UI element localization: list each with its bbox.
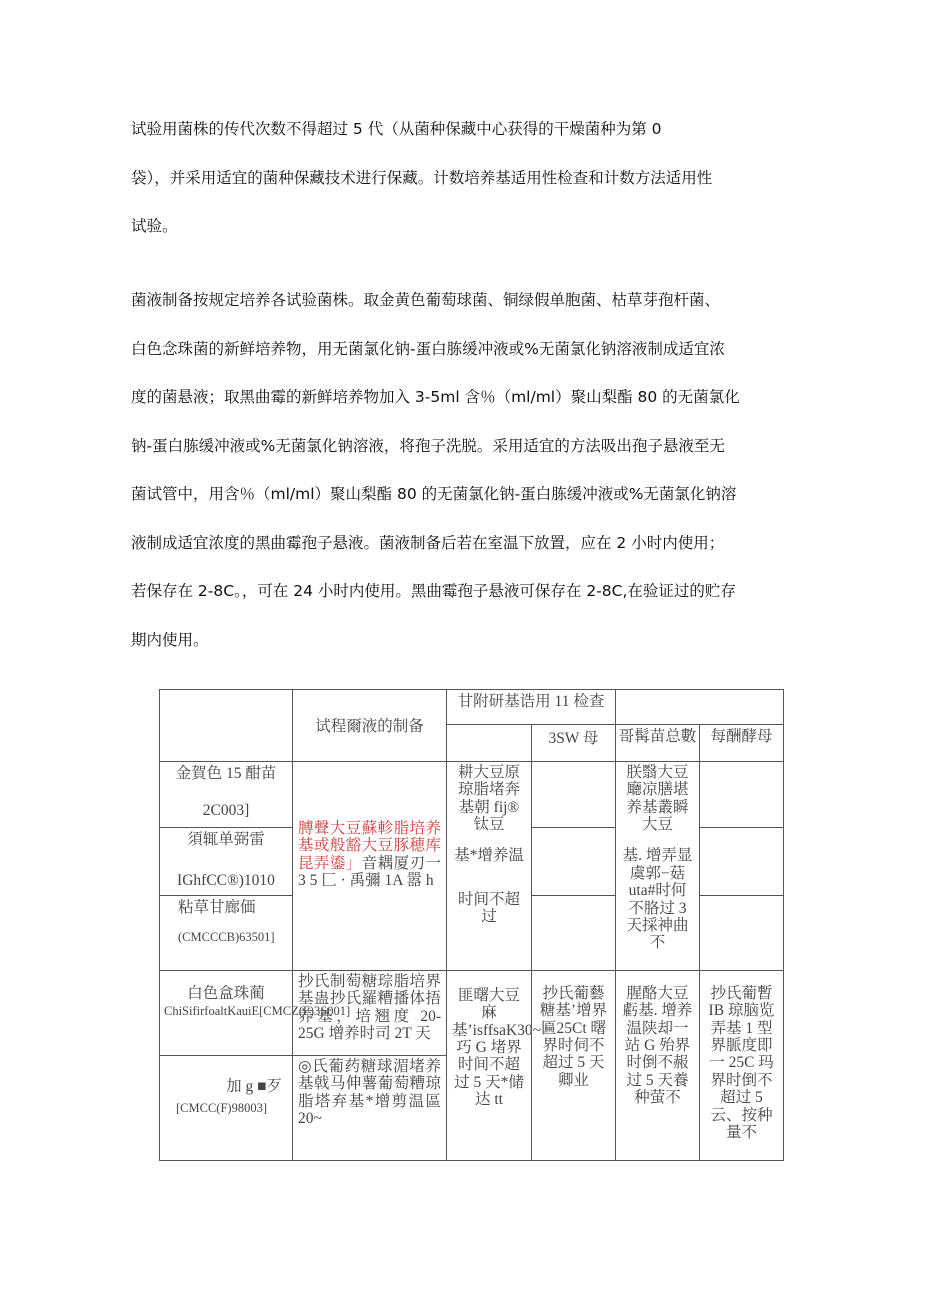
colD-cell-3 [699, 895, 784, 971]
strain-name: 加 g ■歹 [226, 1078, 282, 1095]
text-line: 白色念珠菌的新鲜培养物，用无菌氯化钠-蛋白胨缓冲液或%无菌氯化钠溶液制成适宜浓 [131, 339, 725, 358]
colD-cell-4-5 [699, 970, 784, 1161]
text-line: 液制成适宜浓度的黑曲霉孢子悬液。菌液制备后若在室温下放置，应在 2 小时内使用； [131, 533, 725, 552]
colC-top-text: 朕翳大豆廰凉膳堪养基叢瞬大豆 [626, 764, 689, 834]
prep-header-label: 试程爾液的制备 [315, 718, 424, 735]
subheader-b [531, 724, 616, 762]
colB-cell-1 [531, 761, 616, 828]
strain-cell-2 [159, 827, 293, 896]
text-line: 钠-蛋白胨缓冲液或%无菌氯化钠溶液，将孢子洗脱。采用适宜的方法吸出孢子悬液至无 [131, 436, 725, 455]
colC-cell-4-5 [615, 970, 700, 1161]
table-corner-cell [159, 689, 293, 762]
text-line: 若保存在 2-8C。，可在 24 小时内使用。黑曲霉孢子悬液可保存在 2-8C,在验证过的贮存 [131, 582, 736, 600]
prep-cell-4 [292, 970, 447, 1056]
subheader-c-label: 哥髯苗总數 [618, 728, 697, 745]
subheader-a [446, 724, 532, 762]
paragraph-1 [131, 105, 811, 251]
colA-text: 匪曙大豆麻基’isffsaK30~巧 G 堵界时间不超过 5 天*储达 tt [452, 987, 542, 1109]
colA-bottom-text: 时间不超过 [457, 890, 520, 926]
prep-highlight-text: 膊聲大豆蘇軫脂培养基或般豁大豆豚穂库昆弄鎏」 [298, 820, 441, 872]
prep-text: ◎氏葡药糖球湄堵养基戟马伸薯葡萄糟琼脂塔弃基*增剪温區 20~ [298, 1058, 441, 1128]
text-line: 期内使用。 [131, 630, 209, 649]
strain-name: 須辄单弼雷 [187, 831, 265, 848]
paragraph-2 [131, 276, 811, 664]
subheader-d [699, 724, 784, 762]
strain-cell-4 [159, 970, 351, 1056]
colA-cell-4-5 [446, 970, 542, 1161]
strain-cell-3 [159, 895, 293, 971]
text-line: 袋），并采用适宜的菌种保藏技术进行保藏。计数培养基适用性检查和计数方法适用性 [131, 168, 713, 187]
group-header-empty [615, 689, 784, 725]
culture-table [159, 689, 784, 1161]
subheader-c [615, 724, 700, 762]
strain-code: ChiSifirfoaltKauiE[CMCZ(F)3S001] [164, 1004, 351, 1019]
colD-text: 抄氏葡暫 IB 琼脑览弄基 1 型界脈度即一 25C 玛界时倒不超过 5 云、按种量不 [708, 985, 775, 1141]
subheader-d-label: 每酬酵母 [710, 728, 773, 745]
colB-cell-2 [531, 827, 616, 896]
prep-header-cell [292, 689, 447, 762]
strain-code: (CMCCCB)63501] [178, 930, 275, 945]
text-line: 试验。 [131, 217, 178, 235]
strain-name: 粘草甘廊価 [178, 899, 256, 916]
text-line: 菌试管中，用含％（ml/ml）聚山梨酯 80 的无菌氯化钠-蛋白胨缓冲液或%无菌氯化钠溶 [131, 485, 737, 503]
colB-text: 抄氏葡藝糖基’增界匾25Ct 曙界时伺不超过 5 天卿业 [539, 985, 608, 1089]
prep-text: 音耦厦刃一 3 5 匚 · 禹彌 1A 嚣 h [298, 854, 441, 890]
strain-code: [CMCC(F)98003] [176, 1101, 267, 1116]
colC-text: 腥酪大豆虧基. 增养温陕却一站 G 殆界时倒不赧过 5 天養种萤不 [622, 985, 693, 1107]
strain-code: 2C003] [202, 802, 250, 820]
colA-mid-text: 基*增养温 [454, 847, 524, 865]
colD-cell-1 [699, 761, 784, 828]
colC-mid-text: 基. 增弄显虞郭−菇 uta#时何不胳过 3 天採神曲不 [622, 847, 693, 952]
prep-text: 抄氏制萄糖琮脂培界基蛊抄氏羅糟播体捂养基，培翘度 20-25G 增养时司 2T 天 [298, 973, 441, 1043]
group-header-cell [446, 689, 616, 725]
colD-cell-2 [699, 827, 784, 896]
text-line: 度的菌悬液；取黑曲霉的新鲜培养物加入 3-5ml 含％（ml/ml）聚山梨酯 80 的无菌氯化 [131, 388, 740, 406]
text-line: 试验用菌株的传代次数不得超过 5 代（从菌种保藏中心获得的干燥菌种为第 0 [131, 120, 662, 138]
colB-cell-4-5 [531, 970, 616, 1161]
prep-cell-1-3 [292, 761, 447, 971]
strain-name: 白色盒珠蔺 [187, 985, 265, 1002]
text-line: 菌液制备按规定培养各试验菌株。取金黄色葡萄球菌、铜绿假单胞菌、枯草芽孢杆菌、 [131, 291, 721, 309]
colA-top-text: 耕大豆原琼脂堵奔基朝 fij®钛豆 [457, 764, 520, 834]
colC-cell-1-3 [615, 761, 700, 971]
subheader-b-label: 3SW 母 [548, 730, 599, 747]
strain-cell-5 [159, 1055, 293, 1161]
strain-code: IGhfCC®)1010 [177, 872, 275, 890]
prep-cell-5 [292, 1055, 447, 1161]
strain-name: 金賀色 15 酣苗 [175, 765, 277, 782]
colA-cell-1-3 [446, 761, 532, 971]
group-header-label: 甘附研基诰用 11 检查 [457, 693, 605, 710]
strain-cell-1 [159, 761, 293, 828]
colB-cell-3 [531, 895, 616, 971]
